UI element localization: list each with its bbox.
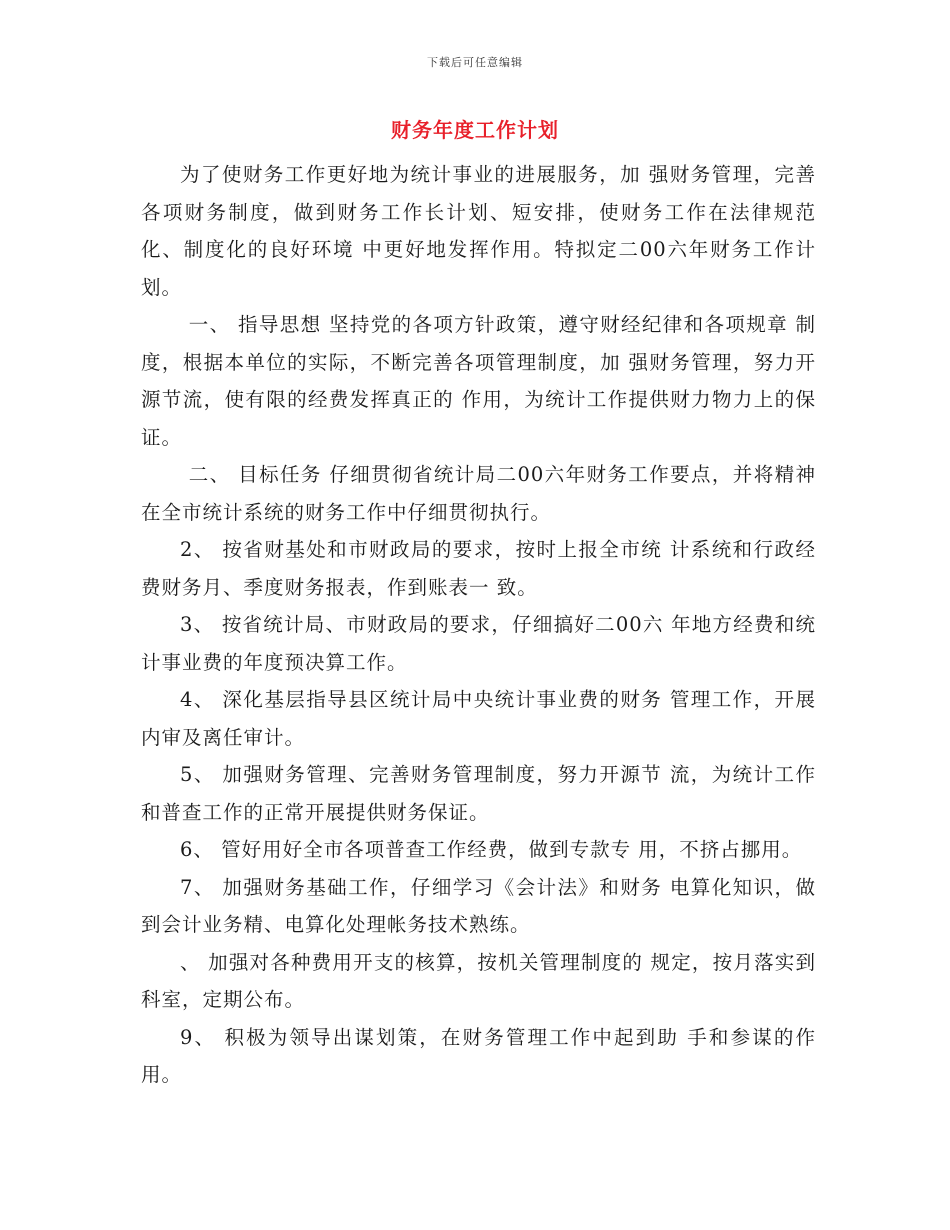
paragraph-item-4: 4、 深化基层指导县区统计局中央统计事业费的财务 管理工作，开展内审及离任审计。 [141, 688, 816, 749]
paragraph-item-3: 3、 按省统计局、市财政局的要求，仔细搞好二00六 年地方经费和统计事业费的年度预决算工作。 [141, 613, 816, 674]
document-title: 财务年度工作计划 [391, 118, 559, 142]
paragraph-item-2: 2、 按省财基处和市财政局的要求，按时上报全市统 计系统和行政经费财务月、季度财务报表，作到账表一 致。 [141, 538, 816, 599]
paragraph-item-5: 5、 加强财务管理、完善财务管理制度，努力开源节 流，为统计工作和普查工作的正常开展提供财务保证。 [141, 763, 816, 824]
paragraph-item-6: 6、 管好用好全市各项普查工作经费，做到专款专 用，不挤占挪用。 [180, 838, 803, 861]
document-body [141, 156, 816, 1094]
paragraph-intro: 为了使财务工作更好地为统计事业的进展服务，加 强财务管理，完善各项财务制度，做到财务工作长计划、短安排，使财务工作在法律规范化、制度化的良好环境 中更好地发挥作用。特拟定二00六年财务工作计划。 [141, 163, 816, 299]
paragraph-item-9: 9、 积极为领导出谋划策，在财务管理工作中起到助 手和参谋的作用。 [141, 1025, 816, 1086]
paragraph-item-7: 7、 加强财务基础工作，仔细学习《会计法》和财务 电算化知识，做到会计业务精、电算化处理帐务技术熟练。 [141, 875, 816, 936]
header-note: 下载后可任意编辑 [427, 56, 523, 69]
paragraph-item-8: 、 加强对各种费用开支的核算，按机关管理制度的 规定，按月落实到科室，定期公布。 [141, 950, 816, 1011]
paragraph-objectives: 二、 目标任务 仔细贯彻省统计局二00六年财务工作要点，并将精神在全市统计系统的财务工作中仔细贯彻执行。 [141, 463, 816, 524]
paragraph-guiding-ideology: 一、 指导思想 坚持党的各项方针政策，遵守财经纪律和各项规章 制度，根据本单位的实际，不断完善各项管理制度，加 强财务管理，努力开源节流，使有限的经费发挥真正的 作用，为统计工作提供财力物力上的保证。 [141, 313, 816, 449]
